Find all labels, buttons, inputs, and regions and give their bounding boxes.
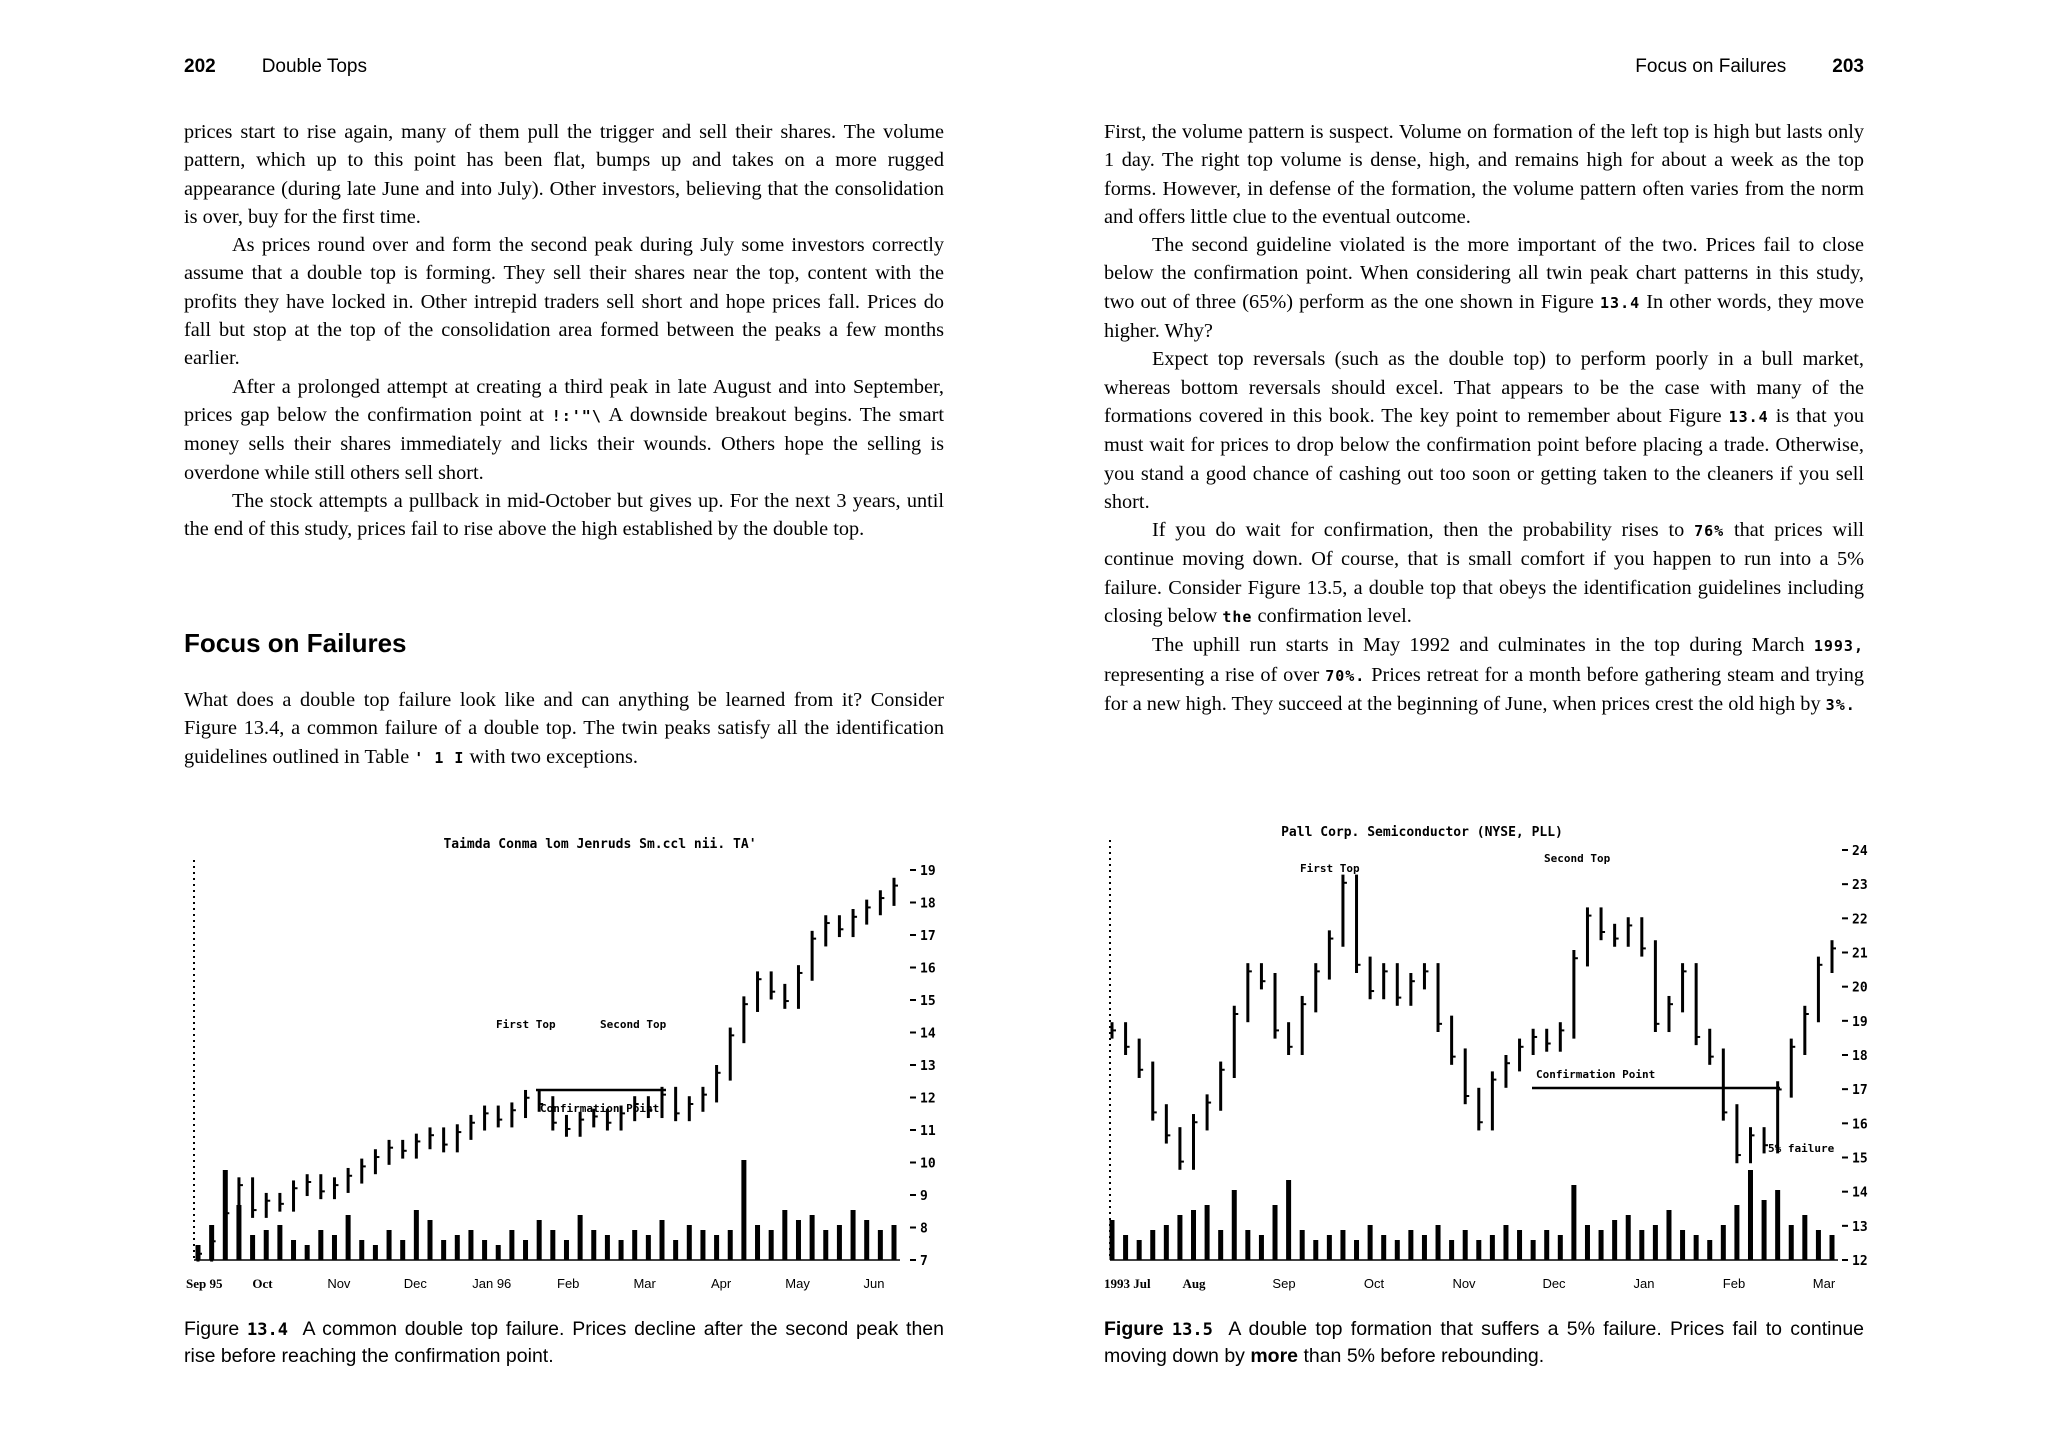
volume-bar <box>892 1225 897 1260</box>
volume-bar <box>1123 1235 1128 1260</box>
volume-bar <box>1150 1230 1155 1260</box>
paragraph <box>1104 631 1864 719</box>
right-page-number: 203 <box>1832 56 1864 77</box>
chart-left-volume-bars <box>196 1160 897 1260</box>
paragraph-text: The second guideline violated is the more important of the two. Prices fail to close below the confirmation point. When considering all twin peak chart patterns in this study, two out of three (65%) perform as the one shown in Figure <box>1104 234 1864 313</box>
volume-bar <box>591 1230 596 1260</box>
volume-bar <box>1789 1225 1794 1260</box>
volume-bar <box>714 1235 719 1260</box>
volume-bar <box>1259 1235 1264 1260</box>
volume-bar <box>277 1225 282 1260</box>
right-running-head <box>1635 56 1864 78</box>
y-tick-label: 11 <box>920 1124 936 1139</box>
volume-bar <box>1327 1235 1332 1260</box>
chart-left-svg <box>184 820 944 1310</box>
y-tick-label: 9 <box>920 1189 928 1204</box>
garbled-text: 13.4 <box>1728 407 1769 426</box>
failure-label: 5% failure <box>1768 1142 1835 1155</box>
paragraph-text: that prices will continue moving down. Of course, that is small comfort if you happen to run into a 5% failure. Consider Figure 13.5, a double top that obeys the identification guidelines including closing below <box>1104 519 1864 628</box>
second-top-label: Second Top <box>600 1018 667 1031</box>
left-page-number: 202 <box>184 56 216 77</box>
y-tick-label: 20 <box>1852 980 1868 996</box>
volume-bar <box>1245 1230 1250 1260</box>
garbled-text: the <box>1222 608 1253 627</box>
x-tick-label: Aug <box>1182 1276 1206 1291</box>
volume-bar <box>1830 1235 1835 1260</box>
volume-bar <box>769 1230 774 1260</box>
volume-bar <box>1585 1225 1590 1260</box>
y-tick-label: 22 <box>1852 912 1868 928</box>
x-tick-label: Mar <box>1812 1276 1836 1291</box>
y-tick-label: 13 <box>1852 1219 1868 1235</box>
paragraph-text: A downside breakout begins. The smart money sells their shares immediately and licks their wounds. Others hope the selling is overdone while still others sell short. <box>184 403 944 484</box>
volume-bar <box>1340 1230 1345 1260</box>
volume-bar <box>1408 1230 1413 1260</box>
volume-bar <box>291 1240 296 1260</box>
caption-figure-number: 13.4 <box>247 1320 288 1340</box>
volume-bar <box>264 1230 269 1260</box>
paragraph-text: with two exceptions. <box>469 745 638 768</box>
volume-bar <box>550 1230 555 1260</box>
volume-bar <box>1680 1230 1685 1260</box>
paragraph <box>184 686 944 772</box>
volume-bar <box>250 1235 255 1260</box>
volume-bar <box>1449 1240 1454 1260</box>
volume-bar <box>1218 1230 1223 1260</box>
y-tick-label: 24 <box>1852 844 1868 859</box>
volume-bar <box>1666 1210 1671 1260</box>
volume-bar <box>428 1220 433 1260</box>
volume-bar <box>537 1220 542 1260</box>
volume-bar <box>1653 1225 1658 1260</box>
volume-bar <box>1177 1215 1182 1260</box>
volume-bar <box>1422 1235 1427 1260</box>
volume-bar <box>1354 1240 1359 1260</box>
volume-bar <box>468 1230 473 1260</box>
y-tick-label: 19 <box>1852 1014 1868 1030</box>
volume-bar <box>482 1240 487 1260</box>
volume-bar <box>1517 1230 1522 1260</box>
paragraph-text: confirmation level. <box>1257 605 1412 628</box>
first-top-label: First Top <box>496 1018 556 1031</box>
paragraph-text: If you do wait for confirmation, then the probability rises to <box>1152 519 1685 542</box>
volume-bar <box>1300 1230 1305 1260</box>
y-tick-label: 15 <box>920 994 936 1009</box>
volume-bar <box>1286 1180 1291 1260</box>
paragraph-text: In other words, they move higher. Why? <box>1104 290 1864 343</box>
volume-bar <box>1395 1240 1400 1260</box>
volume-bar <box>1721 1225 1726 1260</box>
volume-bar <box>441 1240 446 1260</box>
volume-bar <box>1368 1225 1373 1260</box>
volume-bar <box>1205 1205 1210 1260</box>
x-tick-label: Jan <box>1633 1276 1655 1291</box>
y-tick-label: 14 <box>1852 1185 1868 1201</box>
y-tick-label: 17 <box>920 929 936 944</box>
chart-right-axis-frame <box>1110 840 1848 1260</box>
x-tick-label: May <box>785 1276 810 1291</box>
y-tick-label: 8 <box>920 1221 928 1237</box>
chart-right-y-tick-labels <box>1852 844 1868 1269</box>
x-tick-label: Apr <box>710 1276 732 1291</box>
y-tick-label: 23 <box>1852 878 1868 894</box>
volume-bar <box>1816 1230 1821 1260</box>
caption-text: than 5% before rebounding. <box>1303 1345 1545 1367</box>
chart-left-price-bars <box>198 878 898 1262</box>
volume-bar <box>509 1230 514 1260</box>
x-tick-label: Sep 95 <box>186 1276 223 1291</box>
paragraph-text: Prices retreat for a month before gathering steam and trying for a new high. They succeed at the beginning of June, when prices crest the old high by <box>1104 663 1864 715</box>
volume-bar <box>1232 1190 1237 1260</box>
y-tick-label: 16 <box>1852 1117 1868 1133</box>
volume-bar <box>1558 1235 1563 1260</box>
left-running-title: Double Tops <box>261 56 367 77</box>
volume-bar <box>1490 1235 1495 1260</box>
volume-bar <box>796 1220 801 1260</box>
volume-bar <box>1802 1215 1807 1260</box>
volume-bar <box>1599 1230 1604 1260</box>
volume-bar <box>1544 1230 1549 1260</box>
figure-caption-13-5 <box>1104 1316 1864 1369</box>
x-tick-label: Oct <box>252 1276 273 1291</box>
garbled-text: 70%. <box>1325 666 1366 685</box>
y-tick-label: 18 <box>1852 1049 1868 1064</box>
left-running-head <box>184 56 367 78</box>
second-top-label: Second Top <box>1544 852 1611 865</box>
caption-bold-text: more <box>1250 1345 1299 1367</box>
volume-bar <box>660 1220 665 1260</box>
y-tick-label: 17 <box>1852 1083 1868 1099</box>
y-tick-label: 15 <box>1852 1151 1868 1167</box>
y-tick-label: 10 <box>920 1156 936 1172</box>
volume-bar <box>1476 1240 1481 1260</box>
first-top-label: First Top <box>1300 862 1360 875</box>
volume-bar <box>523 1240 528 1260</box>
chart-figure-13-4 <box>184 820 944 1310</box>
volume-bar <box>1110 1220 1115 1260</box>
volume-bar <box>823 1230 828 1260</box>
y-tick-label: 19 <box>920 864 936 879</box>
volume-bar <box>1137 1240 1142 1260</box>
chart-figure-13-5 <box>1104 820 1868 1310</box>
volume-bar <box>851 1210 856 1260</box>
x-tick-label: Sep <box>1272 1276 1296 1291</box>
confirmation-point-label: Confirmation Point <box>1536 1068 1656 1081</box>
chart-right-x-tick-labels <box>1104 1276 1836 1291</box>
volume-bar <box>305 1245 310 1260</box>
volume-bar <box>1694 1235 1699 1260</box>
volume-bar <box>564 1240 569 1260</box>
caption-figure-number: 13.5 <box>1171 1320 1213 1340</box>
volume-bar <box>455 1235 460 1260</box>
volume-bar <box>1571 1185 1576 1260</box>
volume-bar <box>864 1220 869 1260</box>
volume-bar <box>332 1235 337 1260</box>
paragraph: The stock attempts a pullback in mid-October but gives up. For the next 3 years, until the end of this study, prices fail to rise above the high established by the double top. <box>184 489 944 541</box>
garbled-text: ' 1 I <box>414 748 465 767</box>
x-tick-label: Nov <box>1452 1276 1476 1291</box>
chart-right-price-bars <box>1112 875 1836 1170</box>
y-tick-label: 12 <box>1852 1254 1868 1269</box>
volume-bar <box>687 1225 692 1260</box>
chart-left-x-tick-labels <box>186 1276 884 1291</box>
volume-bar <box>1436 1225 1441 1260</box>
y-tick-label: 21 <box>1852 946 1868 962</box>
volume-bar <box>1503 1225 1508 1260</box>
caption-text: A double top formation that suffers a 5% failure. Prices fail to continue moving down by <box>1104 1318 1865 1367</box>
chart-left-axis-frame <box>194 860 916 1260</box>
garbled-text: 3%. <box>1825 695 1856 714</box>
volume-bar <box>1612 1220 1617 1260</box>
x-tick-label: Feb <box>1722 1276 1746 1291</box>
paragraph <box>184 373 944 487</box>
x-tick-label: Nov <box>327 1276 351 1291</box>
volume-bar <box>1381 1235 1386 1260</box>
volume-bar <box>400 1240 405 1260</box>
paragraph-text: The uphill run starts in May 1992 and culminates in the top during March <box>1152 634 1805 657</box>
volume-bar <box>1762 1200 1767 1260</box>
volume-bar <box>318 1230 323 1260</box>
volume-bar <box>782 1210 787 1260</box>
volume-bar <box>1639 1230 1644 1260</box>
confirmation-point-label: Confirmation Point <box>540 1102 660 1115</box>
y-tick-label: 16 <box>920 961 936 977</box>
y-tick-label: 13 <box>920 1059 936 1074</box>
x-tick-label: Dec <box>403 1276 427 1291</box>
paragraph-text: representing a rise of over <box>1104 663 1320 686</box>
x-tick-label: Dec <box>1542 1276 1566 1291</box>
x-tick-label: Mar <box>633 1276 656 1291</box>
right-body-text <box>1104 118 1864 719</box>
volume-bar <box>496 1245 501 1260</box>
volume-bar <box>700 1230 705 1260</box>
paragraph <box>1104 345 1864 516</box>
garbled-text: 76% <box>1694 522 1725 541</box>
volume-bar <box>1164 1225 1169 1260</box>
volume-bar <box>728 1230 733 1260</box>
garbled-text: 1993, <box>1813 637 1864 656</box>
y-tick-label: 12 <box>920 1091 936 1107</box>
volume-bar <box>1313 1240 1318 1260</box>
x-tick-label: Feb <box>557 1276 580 1291</box>
y-tick-label: 7 <box>920 1254 928 1269</box>
paragraph: As prices round over and form the second peak during July some investors correctly assume that a double top is forming. They sell their shares near the top, content with the profits they have locked in. Other intrepid traders sell short and hope prices fall. Prices do fall but stop at the top of the consolidation area formed between the peaks a few months earlier. <box>184 234 944 370</box>
caption-text: A common double top failure. Prices decline after the second peak then rise before reaching the confirmation point. <box>184 1318 944 1367</box>
caption-figure-label: Figure <box>184 1318 240 1340</box>
volume-bar <box>673 1240 678 1260</box>
paragraph-text: Expect top reversals (such as the double top) to perform poorly in a bull market, whereas bottom reversals should excel. That appears to be the case with many of the formations covered in this book. The key point to remember about Figure <box>1104 348 1864 427</box>
garbled-text: 13.4 <box>1600 293 1641 312</box>
y-tick-label: 14 <box>920 1026 936 1042</box>
chart-right-volume-bars <box>1110 1170 1835 1260</box>
chart-right-svg <box>1104 820 1868 1310</box>
paragraph-text: What does a double top failure look like and can anything be learned from it? Consider Figure 13.4, a common failure of a double top. The twin peaks satisfy all the identification guidelines outlined in Table <box>184 689 944 768</box>
paragraph-text: is that you must wait for prices to drop below the confirmation point before placing a trade. Otherwise, you stand a good chance of cashing out too soon or getting taken to the cleaners if you sell short. <box>1104 404 1864 513</box>
volume-bar <box>619 1240 624 1260</box>
volume-bar <box>1734 1205 1739 1260</box>
section-heading: Focus on Failures <box>184 628 407 658</box>
volume-bar <box>1273 1205 1278 1260</box>
volume-bar <box>346 1215 351 1260</box>
volume-bar <box>359 1240 364 1260</box>
paragraph <box>1104 516 1864 631</box>
volume-bar <box>373 1245 378 1260</box>
volume-bar <box>414 1210 419 1260</box>
volume-bar <box>810 1215 815 1260</box>
volume-bar <box>605 1235 610 1260</box>
x-tick-label: Jun <box>863 1276 885 1291</box>
paragraph: prices start to rise again, many of them pull the trigger and sell their shares. The volume pattern, which up to this point has been flat, bumps up and takes on a more rugged appearance (during late June and into July). Other investors, believing that the consolidation is over, buy for the first time. <box>184 121 944 228</box>
volume-bar <box>878 1230 883 1260</box>
right-running-title: Focus on Failures <box>1635 56 1787 77</box>
chart-title: Taimda Conma lom Jenruds Sm.ccl nii. TA' <box>443 837 757 852</box>
volume-bar <box>578 1215 583 1260</box>
paragraph: First, the volume pattern is suspect. Volume on formation of the left top is high but lasts only 1 day. The right top volume is dense, high, and remains high for about a week as the top forms. However, in defense of the formation, the volume pattern often varies from the norm and offers little clue to the eventual outcome. <box>1104 121 1864 228</box>
y-tick-label: 18 <box>920 896 936 912</box>
chart-left-y-tick-labels <box>920 864 936 1269</box>
volume-bar <box>1748 1170 1753 1260</box>
volume-bar <box>632 1230 637 1260</box>
volume-bar <box>1775 1190 1780 1260</box>
garbled-text: !:'"\ <box>551 406 602 425</box>
volume-bar <box>646 1235 651 1260</box>
figure-caption-13-4 <box>184 1316 944 1369</box>
volume-bar <box>837 1225 842 1260</box>
left-body-text <box>184 118 944 543</box>
section-body-text <box>184 686 944 772</box>
chart-title: Pall Corp. Semiconductor (NYSE, PLL) <box>1281 825 1563 840</box>
paragraph-text: After a prolonged attempt at creating a third peak in late August and into September, prices gap below the confirmation point at <box>184 375 944 426</box>
volume-bar <box>755 1225 760 1260</box>
volume-bar <box>1626 1215 1631 1260</box>
volume-bar <box>741 1160 746 1260</box>
x-tick-label: Jan 96 <box>472 1276 512 1291</box>
paragraph <box>1104 231 1864 345</box>
volume-bar <box>1707 1240 1712 1260</box>
x-tick-label: 1993 Jul <box>1104 1276 1151 1291</box>
volume-bar <box>1531 1240 1536 1260</box>
volume-bar <box>1463 1230 1468 1260</box>
volume-bar <box>1191 1210 1196 1260</box>
caption-figure-label: Figure <box>1104 1318 1164 1340</box>
volume-bar <box>387 1230 392 1260</box>
x-tick-label: Oct <box>1363 1276 1385 1291</box>
